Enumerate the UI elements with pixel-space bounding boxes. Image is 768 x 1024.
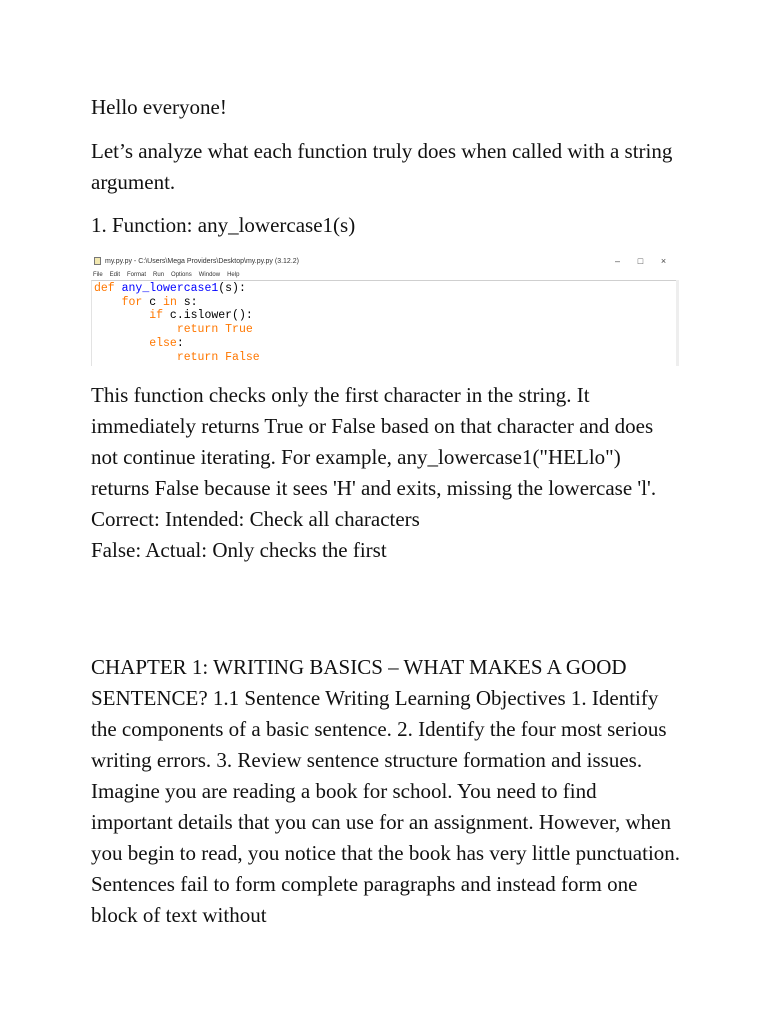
menu-format: Format <box>127 271 147 278</box>
close-icon: × <box>660 256 667 266</box>
code-function-name: any_lowercase1 <box>121 282 219 295</box>
code-text: (s): <box>218 282 246 295</box>
menu-file: File <box>93 271 103 278</box>
code-text: c.islower(): <box>163 309 253 323</box>
code-text: s: <box>176 295 198 309</box>
code-screenshot <box>91 253 679 366</box>
menu-options: Options <box>171 271 192 278</box>
intro-paragraph: Let’s analyze what each function truly does when called with a string argument. <box>91 139 673 194</box>
window-title: my.py.py - C:\Users\Mega Providers\Desktop\my.py.py (3.12.2) <box>105 257 299 265</box>
window-titlebar <box>91 253 679 269</box>
window-controls <box>606 256 675 266</box>
menu-help: Help <box>227 271 240 278</box>
code-keyword: return False <box>176 350 260 364</box>
window-menubar <box>91 269 679 280</box>
code-keyword: if <box>149 309 164 323</box>
function-heading: 1. Function: any_lowercase1(s) <box>91 213 356 237</box>
editor-scrollbar <box>676 280 679 366</box>
correct-line: Correct: Intended: Check all characters <box>91 507 420 531</box>
explanation-block <box>91 380 681 566</box>
code-keyword: def <box>94 282 115 295</box>
explanation-paragraph: This function checks only the first character in the string. It immediately returns True or False based on that character and does not continue iterating. For example, any_lowercase1("HELlo") returns False because it sees 'H' and exits, missing the lowercase 'l'. <box>91 383 657 500</box>
code-text: c <box>142 295 164 309</box>
code-text: : <box>176 336 184 350</box>
code-keyword: else <box>149 336 177 350</box>
greeting-text: Hello everyone! <box>91 95 227 119</box>
chapter-paragraph: CHAPTER 1: WRITING BASICS – WHAT MAKES A GOOD SENTENCE? 1.1 Sentence Writing Learning Objectives 1. Identify the components of a basic sentence. 2. Identify the four most serious writing errors. 3. Review sentence structure formation and issues. Imagine you are reading a book for school. You need to find important details that you can use for an assignment. However, when you begin to read, you notice that the book has very little punctuation. Sentences fail to form complete paragraphs and instead form one block of text without <box>91 655 681 927</box>
menu-run: Run <box>153 271 165 278</box>
menu-edit: Edit <box>109 271 121 278</box>
code-keyword: in <box>163 295 177 309</box>
maximize-icon: □ <box>637 256 644 266</box>
code-keyword: for <box>121 295 143 309</box>
code-keyword: return True <box>176 323 253 337</box>
python-file-icon <box>94 257 101 265</box>
menu-window: Window <box>198 271 221 278</box>
false-line: False: Actual: Only checks the first <box>91 538 387 562</box>
minimize-icon: – <box>614 256 620 266</box>
code-editor <box>91 280 676 366</box>
